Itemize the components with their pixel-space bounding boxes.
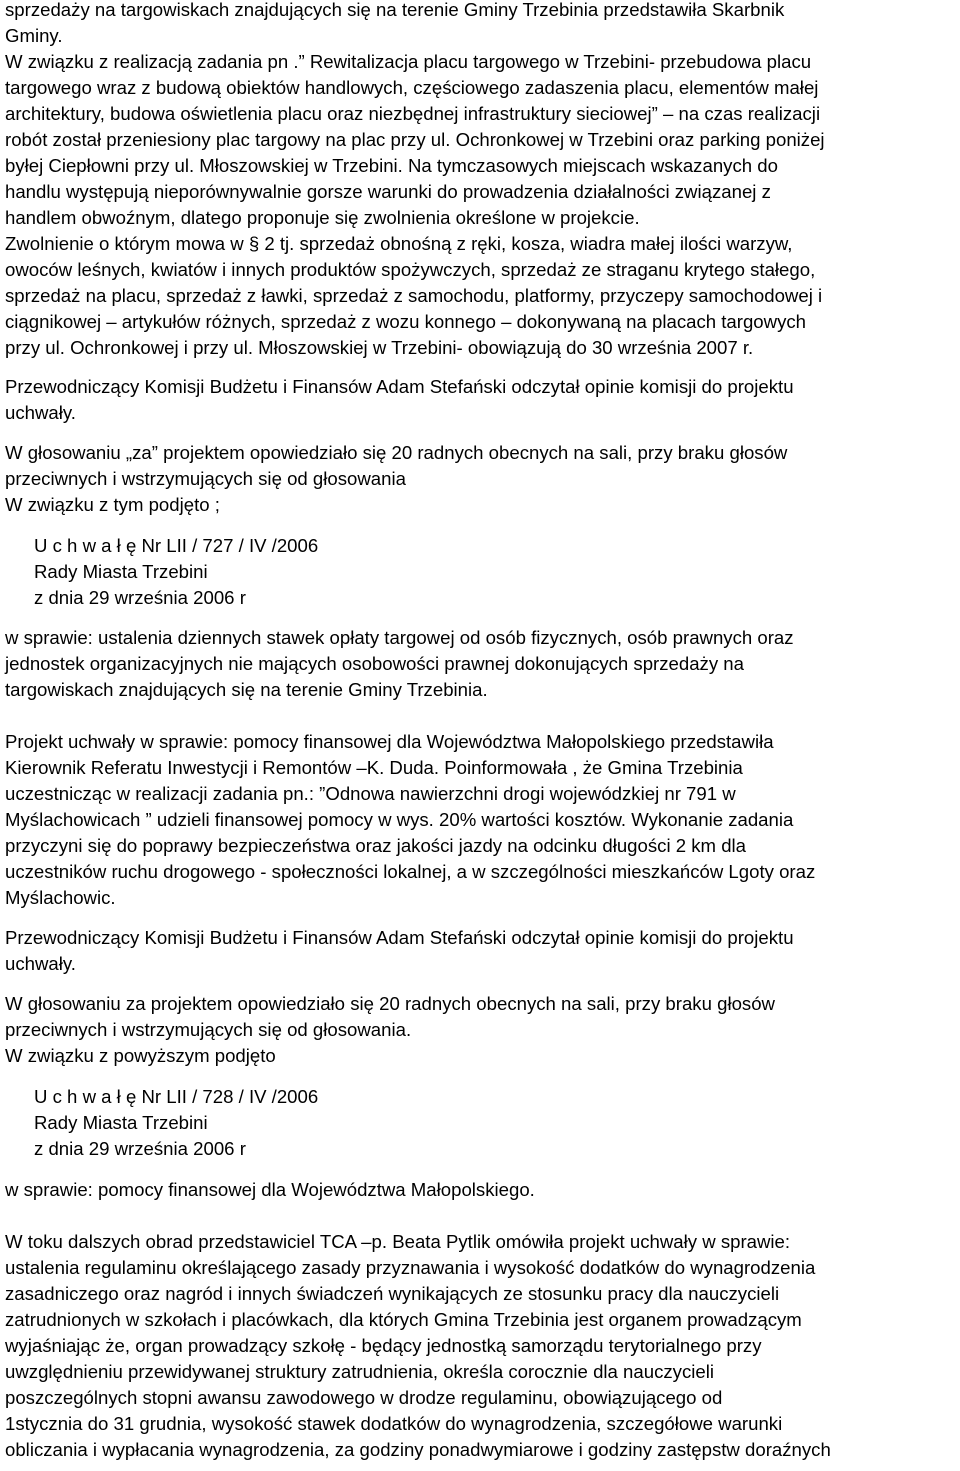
text-line: sprzedaży na targowiskach znajdujących się na terenie Gminy Trzebinia przedstawiła Skarbnik: [5, 0, 785, 20]
text-line: zatrudnionych w szkołach i placówkach, dla których Gmina Trzebinia jest organem prowadzącym: [5, 1309, 802, 1330]
text-line: robót został przeniesiony plac targowy na plac przy ul. Ochronkowej w Trzebini oraz parking poniżej: [5, 129, 825, 150]
text-line: sprzedaż na placu, sprzedaż z ławki, sprzedaż z samochodu, platformy, przyczepy samochodowej i: [5, 285, 823, 306]
text-line: uczestników ruchu drogowego - społeczności lokalnej, a w szczególności mieszkańców Lgoty oraz: [5, 861, 816, 882]
text-line: ustalenia regulaminu określającego zasady przyznawania i wysokość dodatków do wynagrodzenia: [5, 1257, 816, 1278]
text-line: przeciwnych i wstrzymujących się od głosowania: [5, 468, 406, 489]
text-line: W związku z realizacją zadania pn .” Rewitalizacja placu targowego w Trzebini- przebudowa placu: [5, 51, 812, 72]
text-line: Kierownik Referatu Inwestycji i Remontów –K. Duda. Poinformowała , że Gmina Trzebinia: [5, 757, 743, 778]
text-line: uchwały.: [5, 953, 76, 974]
text-line: architektury, budowa oświetlenia placu oraz niezbędnej infrastruktury sieciowej” – na czas realizacji: [5, 103, 821, 124]
text-line: uczestnicząc w realizacji zadania pn.: ”Odnowa nawierzchni drogi wojewódzkiej nr 791 w: [5, 783, 736, 804]
resolution-issuer: Rady Miasta Trzebini: [34, 561, 208, 582]
text-line: wyjaśniając że, organ prowadzący szkołę - będący jednostką samorządu terytorialnego przy: [5, 1335, 762, 1356]
text-line: poszczególnych stopni awansu zawodowego w drodze regulaminu, obowiązującego od: [5, 1387, 723, 1408]
text-line: Myślachowicach ” udzieli finansowej pomocy w wys. 20% wartości kosztów. Wykonanie zadania: [5, 809, 794, 830]
text-line: w sprawie: ustalenia dziennych stawek opłaty targowej od osób fizycznych, osób prawnych oraz: [5, 627, 794, 648]
text-line: W toku dalszych obrad przedstawiciel TCA –p. Beata Pytlik omówiła projekt uchwały w sprawie:: [5, 1231, 791, 1252]
text-line: uwzględnieniu przewidywanej struktury zatrudnienia, określa corocznie dla nauczycieli: [5, 1361, 714, 1382]
text-line: byłej Ciepłowni przy ul. Młoszowskiej w Trzebini. Na tymczasowych miejscach wskazanych do: [5, 155, 778, 176]
text-line: Projekt uchwały w sprawie: pomocy finansowej dla Województwa Małopolskiego przedstawiła: [5, 731, 774, 752]
text-line: Myślachowic.: [5, 887, 116, 908]
text-line: przyczyni się do poprawy bezpieczeństwa oraz jakości jazdy na odcinku długości 2 km dla: [5, 835, 747, 856]
resolution-number: U c h w a ł ę Nr LII / 727 / IV /2006: [34, 535, 319, 556]
resolution-issuer: Rady Miasta Trzebini: [34, 1112, 208, 1133]
text-line: handlu występują nieporównywalnie gorsze warunki do prowadzenia działalności związanej z: [5, 181, 771, 202]
text-line: targowego wraz z budową obiektów handlowych, częściowego zadaszenia placu, elementów małej: [5, 77, 819, 98]
text-line: 1stycznia do 31 grudnia, wysokość stawek dodatków do wynagrodzenia, szczegółowe warunki: [5, 1413, 783, 1434]
resolution-number: U c h w a ł ę Nr LII / 728 / IV /2006: [34, 1086, 319, 1107]
text-line: Gminy.: [5, 25, 63, 46]
text-line: targowiskach znajdujących się na terenie Gminy Trzebinia.: [5, 679, 488, 700]
text-line: Przewodniczący Komisji Budżetu i Finansów Adam Stefański odczytał opinie komisji do projektu: [5, 927, 794, 948]
text-line: zasadniczego oraz nagród i innych świadczeń wynikających ze stosunku pracy dla nauczycieli: [5, 1283, 780, 1304]
resolution-date: z dnia 29 września 2006 r: [34, 1138, 246, 1159]
text-line: w sprawie: pomocy finansowej dla Województwa Małopolskiego.: [5, 1179, 535, 1200]
text-line: owoców leśnych, kwiatów i innych produktów spożywczych, sprzedaż ze straganu krytego stałego,: [5, 259, 816, 280]
text-line: W związku z tym podjęto ;: [5, 494, 220, 515]
text-line: przeciwnych i wstrzymujących się od głosowania.: [5, 1019, 412, 1040]
resolution-date: z dnia 29 września 2006 r: [34, 587, 246, 608]
text-line: W związku z powyższym podjęto: [5, 1045, 276, 1066]
text-line: przy ul. Ochronkowej i przy ul. Młoszowskiej w Trzebini- obowiązują do 30 września 2007 r.: [5, 337, 754, 358]
text-line: Przewodniczący Komisji Budżetu i Finansów Adam Stefański odczytał opinie komisji do projektu: [5, 376, 794, 397]
text-line: ciągnikowej – artykułów różnych, sprzedaż z wozu konnego – dokonywaną na placach targowych: [5, 311, 807, 332]
text-line: handlem obwoźnym, dlatego proponuje się zwolnienia określone w projekcie.: [5, 207, 640, 228]
text-line: obliczania i wypłacania wynagrodzenia, za godziny ponadwymiarowe i godziny zastępstw doraźnych: [5, 1439, 831, 1460]
text-line: uchwały.: [5, 402, 76, 423]
text-line: W głosowaniu za projektem opowiedziało się 20 radnych obecnych na sali, przy braku głosów: [5, 993, 775, 1014]
text-line: W głosowaniu „za” projektem opowiedziało się 20 radnych obecnych na sali, przy braku głosów: [5, 442, 788, 463]
text-line: Zwolnienie o którym mowa w § 2 tj. sprzedaż obnośną z ręki, kosza, wiadra małej ilości warzyw,: [5, 233, 793, 254]
text-line: jednostek organizacyjnych nie mających osobowości prawnej dokonujących sprzedaży na: [5, 653, 744, 674]
